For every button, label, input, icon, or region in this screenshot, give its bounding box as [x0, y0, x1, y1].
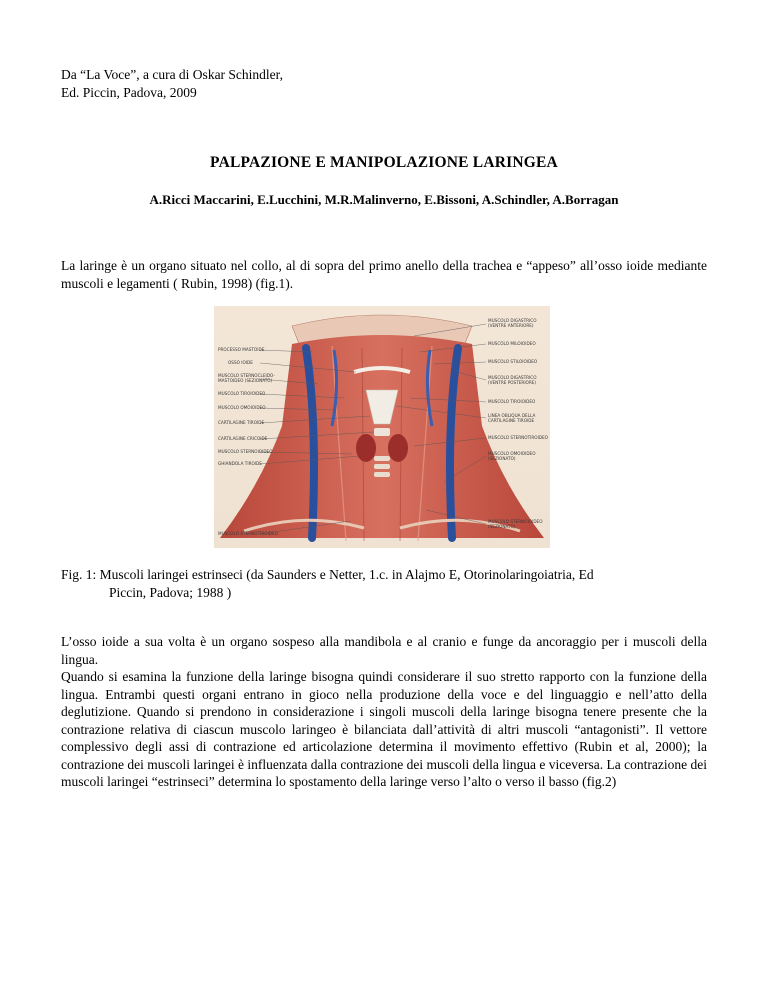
- label-processo-mastoide: PROCESSO MASTOIDE: [218, 347, 265, 352]
- label-sternoioideo-right-2: (SEZIONATO): [488, 524, 516, 529]
- label-digastrico-post-2: (VENTRE POSTERIORE): [488, 380, 537, 385]
- source-line-2: Ed. Piccin, Padova, 2009: [61, 85, 197, 100]
- label-digastrico-post-1: MUSCOLO DIGASTRICO: [488, 375, 537, 380]
- label-sternoioideo-left: MUSCOLO STERNOIOIDEO: [218, 449, 273, 454]
- label-osso-ioide: OSSO IOIDE: [228, 360, 253, 365]
- label-omoioideo-right-2: (SEZIONATO): [488, 456, 516, 461]
- source-line-1: Da “La Voce”, a cura di Oskar Schindler,: [61, 67, 283, 82]
- paper-title: PALPAZIONE E MANIPOLAZIONE LARINGEA: [210, 154, 558, 171]
- paragraph-body-sentence-2: Quando si esamina la funzione della laringe bisogna quindi considerare il suo stretto rapporto con la funzione della lingua. Entrambi questi organi entrano in gioco nella produzione della voce e del linguaggio e nell’atto della deglutizione. Quando si prendono in considerazione i singoli muscoli della laringe bisogna tenere presente che la contrazione relativa di ciascun muscolo laringeo è bilanciata dall’attività di altri muscoli “antagonisti”. Il vettore complessivo degli assi di contrazione ed articolazione determina il movimento effettivo (Rubin et al, 2000); la contrazione dei muscoli laringei è influenzata dalla contrazione dei muscoli della lingua e viceversa. La contrazione dei muscoli laringei “estrinseci” determina lo spostamento della laringe verso l’alto o verso il basso (fig.2): [61, 669, 707, 789]
- label-stiloioideo: MUSCOLO STILOIOIDEO: [488, 359, 538, 364]
- label-digastrico-ant-1: MUSCOLO DIGASTRICO: [488, 318, 537, 323]
- label-tiroioideo-left: MUSCOLO TIROIOIDEO: [218, 391, 266, 396]
- label-sternocleido-2: MASTOIDEO (SEZIONATO): [218, 378, 273, 383]
- label-cartilagine-cricoide: CARTILAGINE CRICOIDE: [218, 436, 268, 441]
- caption-line-1: Fig. 1: Muscoli laringei estrinseci (da Saunders e Netter, 1.c. in Alajmo E, Otorinolaringoiatria, Ed: [61, 567, 594, 582]
- caption-line-2: Piccin, Padova; 1988 ): [109, 585, 232, 600]
- label-omoioideo-right-1: MUSCOLO OMOIOIDEO: [488, 451, 536, 456]
- authors-line: A.Ricci Maccarini, E.Lucchini, M.R.Malinverno, E.Bissoni, A.Schindler, A.Borragan: [149, 192, 619, 207]
- label-omoioideo-left: MUSCOLO OMOIOIDEO: [218, 405, 266, 410]
- label-sternotiroideo-left: MUSCOLO STERNOTIROIDEO: [218, 531, 278, 536]
- neck-muscles-illustration: [214, 306, 550, 548]
- source-reference: [61, 66, 283, 102]
- label-miloioideo: MUSCOLO MILOIOIDEO: [488, 341, 536, 346]
- paragraph-body-sentence-1: L’osso ioide a sua volta è un organo sospeso alla mandibola e al cranio e funge da ancoraggio per i muscoli della lingua.: [61, 634, 707, 667]
- label-ghiandola-tiroide: GHIANDOLA TIROIDE: [218, 461, 262, 466]
- paragraph-intro: La laringe è un organo situato nel collo, al di sopra del primo anello della trachea e “appeso” all’osso ioide mediante muscoli e legamenti ( Rubin, 1998) (fig.1).: [61, 258, 707, 291]
- label-cartilagine-tiroide-left: CARTILAGINE TIROIDE: [218, 420, 265, 425]
- label-sternotiroideo-right: MUSCOLO STERNOTIROIDEO: [488, 435, 548, 440]
- paragraph-body: [61, 633, 707, 791]
- label-linea-obliqua-1: LINEA OBLIQUA DELLA: [488, 413, 536, 418]
- label-sternoioideo-right-1: MUSCOLO STERNOIOIDEO: [488, 519, 543, 524]
- anatomy-figure: [214, 306, 550, 548]
- label-sternocleido-1: MUSCOLO STERNOCLEIDO-: [218, 373, 275, 378]
- figure-caption: [61, 566, 721, 602]
- label-tiroioideo-right: MUSCOLO TIROIOIDEO: [488, 399, 536, 404]
- label-digastrico-ant-2: (VENTRE ANTERIORE): [488, 323, 534, 328]
- label-linea-obliqua-2: CARTILAGINE TIROIDE: [488, 418, 535, 423]
